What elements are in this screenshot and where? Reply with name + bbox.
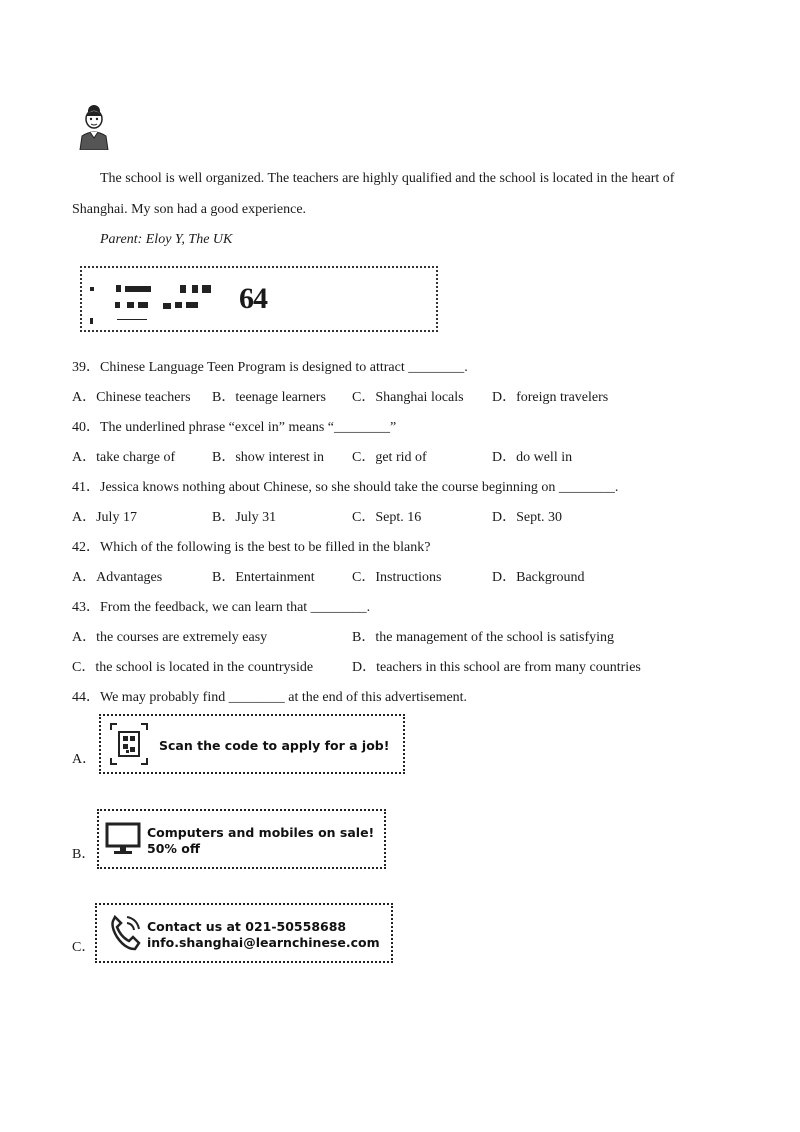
q43-option-a[interactable]: A．the courses are extremely easy xyxy=(72,630,268,645)
ad-a-text: Scan the code to apply for a job! xyxy=(159,738,390,753)
q44-option-b-ad[interactable] xyxy=(97,809,386,869)
q43-option-c[interactable]: C．the school is located in the countryside xyxy=(72,660,314,675)
question-41-stem: 41．Jessica knows nothing about Chinese, so she should take the course beginning on ________. xyxy=(72,480,619,495)
q39-option-a[interactable]: A．Chinese teachers xyxy=(72,390,191,405)
q40-option-c[interactable]: C．get rid of xyxy=(352,450,427,465)
q42-option-c[interactable]: C．Instructions xyxy=(352,570,442,585)
question-39-stem: 39．Chinese Language Teen Program is designed to attract ________. xyxy=(72,360,468,375)
question-44-stem: 44．We may probably find ________ at the end of this advertisement. xyxy=(72,690,468,705)
q44-option-c-label[interactable]: C． xyxy=(72,940,96,955)
q39-option-b[interactable]: B．teenage learners xyxy=(212,390,326,405)
q44-option-a-ad[interactable] xyxy=(99,714,405,774)
q42-option-b[interactable]: B．Entertainment xyxy=(212,570,315,585)
ad-c-line-2: info.shanghai@learnchinese.com xyxy=(147,935,380,950)
q44-option-b-label[interactable]: B． xyxy=(72,847,96,862)
q40-option-a[interactable]: A．take charge of xyxy=(72,450,176,465)
q43-option-d[interactable]: D．teachers in this school are from many countries xyxy=(352,660,641,675)
question-42-stem: 42．Which of the following is the best to be filled in the blank? xyxy=(72,540,431,555)
question-40-stem: 40．The underlined phrase “excel in” means “________” xyxy=(72,420,397,435)
q41-option-a[interactable]: A．July 17 xyxy=(72,510,137,525)
q41-option-d[interactable]: D．Sept. 30 xyxy=(492,510,562,525)
q39-option-d[interactable]: D．foreign travelers xyxy=(492,390,609,405)
ad-b-line-1: Computers and mobiles on sale! xyxy=(147,825,375,840)
ad-b-line-2: 50% off xyxy=(147,841,200,856)
feedback-signature: Parent: Eloy Y, The UK xyxy=(100,232,233,247)
q44-option-c-ad[interactable] xyxy=(95,903,393,963)
q42-option-a[interactable]: A．Advantages xyxy=(72,570,163,585)
phone-icon xyxy=(107,913,143,953)
feedback-line-2: Shanghai. My son had a good experience. xyxy=(72,202,307,217)
question-43-stem: 43．From the feedback, we can learn that ________. xyxy=(72,600,371,615)
q39-option-c[interactable]: C．Shanghai locals xyxy=(352,390,464,405)
feedback-line-1: The school is well organized. The teachers are highly qualified and the school is located in the heart of xyxy=(100,171,675,186)
q41-option-c[interactable]: C．Sept. 16 xyxy=(352,510,422,525)
image-number: 64 xyxy=(239,282,267,315)
monitor-icon xyxy=(105,821,141,857)
q42-option-d[interactable]: D．Background xyxy=(492,570,585,585)
q43-option-b[interactable]: B．the management of the school is satisfying xyxy=(352,630,615,645)
qr-code-icon xyxy=(109,722,149,766)
q40-option-b[interactable]: B．show interest in xyxy=(212,450,324,465)
q44-option-a-label[interactable]: A． xyxy=(72,752,97,767)
obscured-image-box xyxy=(80,266,438,332)
ad-c-line-1: Contact us at 021-50558688 xyxy=(147,919,347,934)
q41-option-b[interactable]: B．July 31 xyxy=(212,510,277,525)
parent-avatar-icon xyxy=(76,102,112,150)
q40-option-d[interactable]: D．do well in xyxy=(492,450,573,465)
